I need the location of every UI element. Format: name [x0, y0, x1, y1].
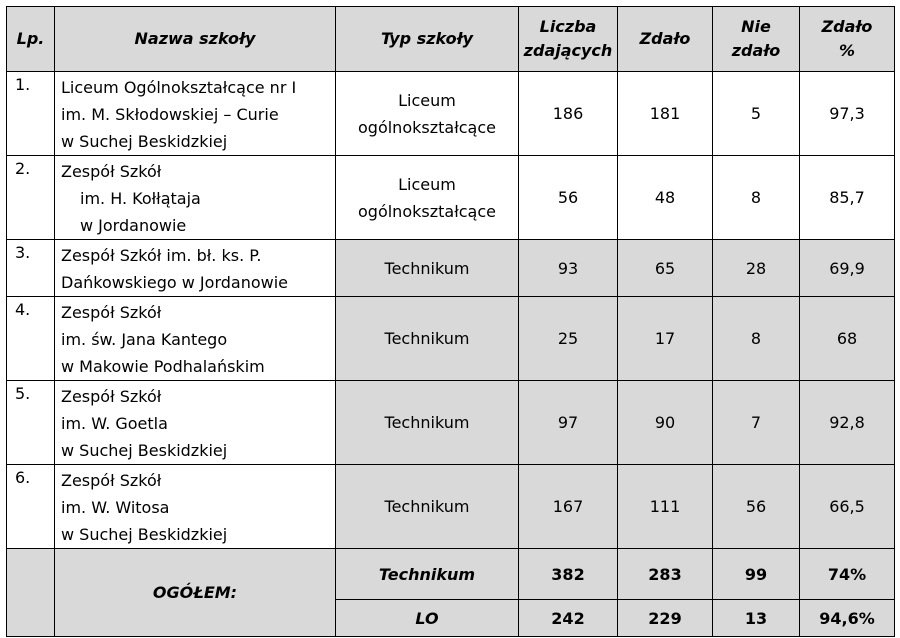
row-pct: 92,8: [800, 381, 895, 465]
totals-pct: 74%: [800, 549, 895, 600]
totals-count: 242: [519, 600, 618, 637]
row-count: 167: [519, 465, 618, 549]
results-table: [6, 6, 895, 637]
header-count: [519, 7, 618, 72]
school-name-line: Dańkowskiego w Jordanowie: [61, 273, 288, 292]
header-pct-line2: %: [838, 41, 856, 60]
school-name-line: im. H. Kołłątaja: [80, 189, 201, 208]
row-school-type: [336, 240, 519, 297]
row-failed: 5: [713, 72, 800, 156]
school-name-line: Zespół Szkół: [61, 162, 162, 181]
header-failed: [713, 7, 800, 72]
school-name-line: w Makowie Podhalańskim: [61, 357, 265, 376]
row-passed: 17: [618, 297, 713, 381]
row-failed: 56: [713, 465, 800, 549]
totals-row-technikum: [7, 549, 895, 600]
school-name-line: Zespół Szkół: [61, 387, 162, 406]
row-school-type: [336, 465, 519, 549]
row-lp: 6.: [7, 465, 55, 549]
row-school-name: [55, 297, 336, 381]
header-pct: [800, 7, 895, 72]
totals-label: OGÓŁEM:: [55, 549, 336, 637]
row-failed: 8: [713, 156, 800, 240]
row-school-name: [55, 72, 336, 156]
row-failed: 7: [713, 381, 800, 465]
header-count-line1: Liczba: [539, 17, 597, 36]
header-name: Nazwa szkoły: [55, 7, 336, 72]
row-passed: 65: [618, 240, 713, 297]
table-row: [7, 240, 895, 297]
school-name-line: w Suchej Beskidzkiej: [61, 132, 228, 151]
row-lp: 2.: [7, 156, 55, 240]
header-lp: Lp.: [7, 7, 55, 72]
totals-count: 382: [519, 549, 618, 600]
school-type-line: Technikum: [384, 497, 470, 516]
totals-type: Technikum: [336, 549, 519, 600]
row-school-type: [336, 297, 519, 381]
row-count: 25: [519, 297, 618, 381]
row-passed: 181: [618, 72, 713, 156]
row-passed: 48: [618, 156, 713, 240]
school-name-line: Zespół Szkół: [61, 471, 162, 490]
row-school-name: [55, 156, 336, 240]
row-lp: 1.: [7, 72, 55, 156]
totals-passed: 229: [618, 600, 713, 637]
totals-passed: 283: [618, 549, 713, 600]
school-name-line: Liceum Ogólnokształcące nr I: [61, 78, 297, 97]
header-passed: Zdało: [618, 7, 713, 72]
row-failed: 8: [713, 297, 800, 381]
table-row: [7, 297, 895, 381]
header-failed-line1: Nie: [741, 17, 771, 36]
school-type-line: Technikum: [384, 329, 470, 348]
row-pct: 97,3: [800, 72, 895, 156]
table-row: [7, 72, 895, 156]
row-count: 186: [519, 72, 618, 156]
row-lp: 5.: [7, 381, 55, 465]
row-school-type: [336, 381, 519, 465]
school-name-line: im. M. Skłodowskiej – Curie: [61, 105, 279, 124]
header-type: Typ szkoły: [336, 7, 519, 72]
school-type-line: Technikum: [384, 413, 470, 432]
school-name-line: im. W. Witosa: [61, 498, 170, 517]
school-name-line: im. W. Goetla: [61, 414, 168, 433]
row-school-type: [336, 156, 519, 240]
row-pct: 69,9: [800, 240, 895, 297]
school-name-line: Zespół Szkół im. bł. ks. P.: [61, 246, 262, 265]
row-count: 56: [519, 156, 618, 240]
header-failed-line2: zdało: [731, 41, 781, 60]
row-passed: 111: [618, 465, 713, 549]
school-name-line: w Jordanowie: [80, 216, 187, 235]
row-passed: 90: [618, 381, 713, 465]
table-row: [7, 381, 895, 465]
school-type-line: Liceum: [398, 174, 456, 194]
row-pct: 66,5: [800, 465, 895, 549]
totals-lp-blank: [7, 549, 55, 637]
table-row: [7, 156, 895, 240]
school-name-line: w Suchej Beskidzkiej: [61, 441, 228, 460]
row-failed: 28: [713, 240, 800, 297]
row-count: 93: [519, 240, 618, 297]
totals-pct: 94,6%: [800, 600, 895, 637]
row-school-name: [55, 465, 336, 549]
row-pct: 68: [800, 297, 895, 381]
table-row: [7, 465, 895, 549]
school-name-line: w Suchej Beskidzkiej: [61, 525, 228, 544]
row-lp: 4.: [7, 297, 55, 381]
header-pct-line1: Zdało: [821, 17, 873, 36]
school-type-line: ogólnokształcące: [358, 201, 496, 221]
row-pct: 85,7: [800, 156, 895, 240]
row-school-type: [336, 72, 519, 156]
school-type-line: ogólnokształcące: [358, 117, 496, 137]
row-school-name: [55, 381, 336, 465]
row-count: 97: [519, 381, 618, 465]
row-lp: 3.: [7, 240, 55, 297]
school-name-line: Zespół Szkół: [61, 303, 162, 322]
totals-failed: 99: [713, 549, 800, 600]
row-school-name: [55, 240, 336, 297]
totals-type: LO: [336, 600, 519, 637]
school-type-line: Liceum: [398, 90, 456, 110]
totals-failed: 13: [713, 600, 800, 637]
school-name-line: im. św. Jana Kantego: [61, 330, 228, 349]
header-count-line2: zdających: [523, 41, 613, 60]
header-row: [7, 7, 895, 72]
school-type-line: Technikum: [384, 258, 470, 278]
